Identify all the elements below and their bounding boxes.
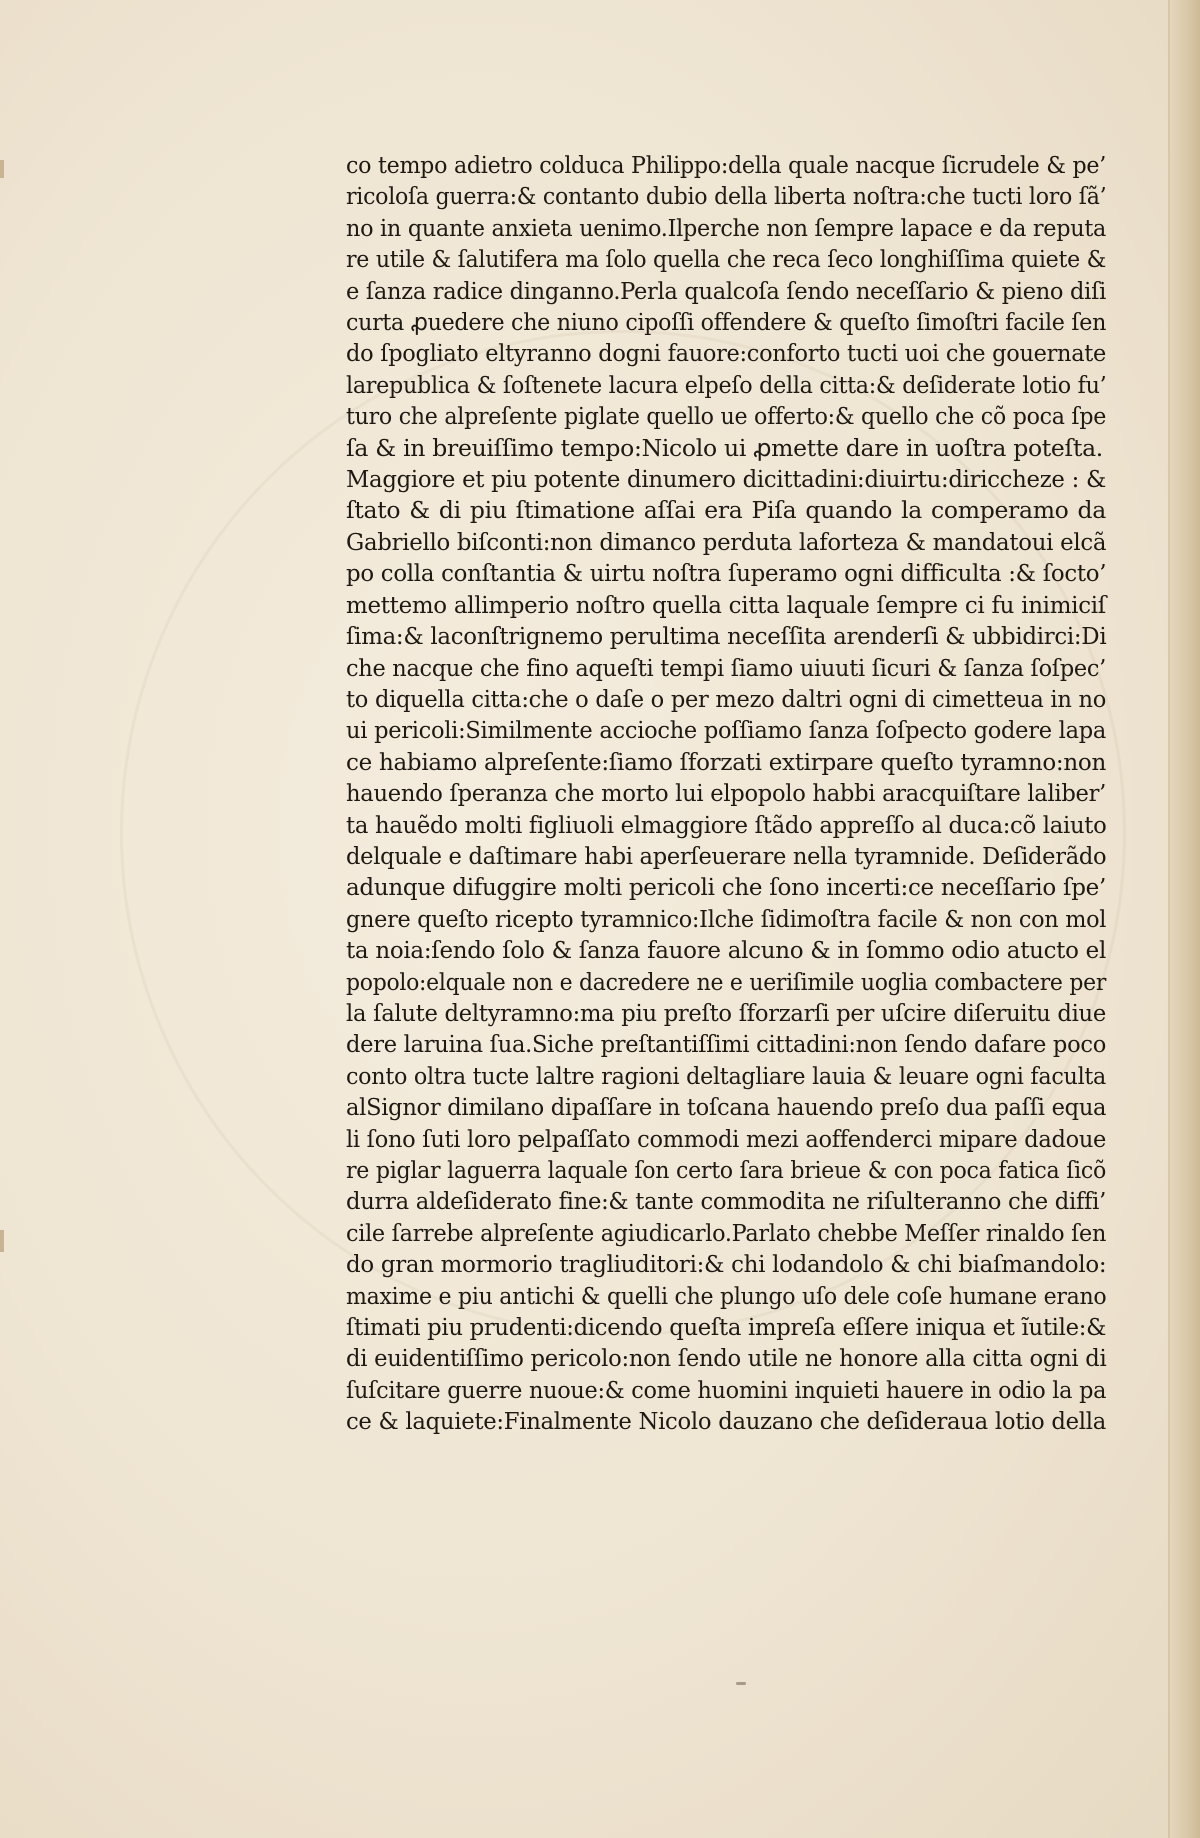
text-line: hauendo ſperanza che morto lui elpopolo habbi aracquiſtare laliber’ <box>346 779 1107 808</box>
text-line: re piglar laguerra laquale ſon certo ſara brieue & con poca fatica ſicõ <box>346 1156 1107 1184</box>
text-line: co tempo adietro colduca Philippo:della quale nacque ſicrudele & pe’ <box>346 151 1106 179</box>
text-line: ta hauẽdo molti figliuoli elmaggiore ſtãdo appreſſo al duca:cõ laiuto <box>346 810 1107 839</box>
text-line: Maggiore et piu potente dinumero dicittadini:diuirtu:diriccheze : & <box>346 465 1107 494</box>
text-line: ſa & in breuiſſimo tempo:Nicolo ui ꝓmette dare in uoſtra poteſta. <box>346 433 1103 462</box>
text-line: to diquella citta:che o daſe o per mezo daltri ogni di cimetteua in no <box>346 684 1107 713</box>
text-line: ſtimati piu prudenti:dicendo queſta impreſa eſſere iniqua et ĩutile:& <box>346 1313 1107 1342</box>
text-line: do gran mormorio tragliuditori:& chi lodandolo & chi biaſmandolo: <box>346 1250 1107 1279</box>
text-line: alSignor dimilano dipaſſare in toſcana hauendo preſo dua paſſi equa <box>346 1093 1107 1122</box>
text-line: che nacque che fino aqueſti tempi ſiamo uiuuti ſicuri & ſanza ſoſpec’ <box>346 653 1107 682</box>
text-line: maxime e piu antichi & quelli che plungo uſo dele coſe humane erano <box>346 1281 1107 1310</box>
left-margin-stain <box>0 160 4 178</box>
text-line: popolo:elquale non e dacredere ne e ueriſimile uoglia combactere per <box>346 967 1107 996</box>
printed-text-block <box>346 150 1106 1438</box>
text-line: la ſalute deltyramno:ma piu preſto ſforzarſi per uſcire diſeruitu diue <box>346 998 1106 1027</box>
text-line: ſima:& laconſtrignemo perultima neceſſita arenderſi & ubbidirci:Di <box>346 622 1107 651</box>
text-line: ricoloſa guerra:& contanto dubio della liberta noſtra:che tucti loro ſã’ <box>346 182 1107 211</box>
text-line: delquale e daſtimare habi aperſeuerare nella tyramnide. Deſiderãdo <box>346 841 1107 870</box>
text-line: Gabriello biſconti:non dimanco perduta laforteza & mandatoui elcã <box>346 527 1107 556</box>
page-edge <box>1170 0 1200 1838</box>
text-line: durra aldeſiderato fine:& tante commodita ne riſulteranno che diffi’ <box>346 1187 1107 1216</box>
text-line: larepublica & ſoſtenete lacura elpeſo della citta:& deſiderate lotio fu’ <box>346 370 1107 399</box>
text-line: ui pericoli:Similmente accioche poſſiamo ſanza ſoſpecto godere lapa <box>346 716 1107 745</box>
text-line: ſuſcitare guerre nuoue:& come huomini inquieti hauere in odio la pa <box>346 1375 1107 1404</box>
text-line: re utile & ſalutifera ma ſolo quella che reca ſeco longhiſſima quiete & <box>346 245 1107 274</box>
text-line: curta ꝓuedere che niuno cipoſſi offendere & queſto ſimoſtri facile ſen <box>346 308 1107 337</box>
text-line: mettemo allimperio noſtro quella citta laquale ſempre ci fu inimiciſ <box>346 590 1106 619</box>
text-line: ce habiamo alpreſente:ſiamo ſforzati extirpare queſto tyramno:non <box>346 747 1107 776</box>
ink-mark <box>736 1682 746 1685</box>
text-line: conto oltra tucte laltre ragioni deltagliare lauia & leuare ogni faculta <box>346 1061 1107 1090</box>
text-line: di euidentiſſimo pericolo:non ſendo utile ne honore alla citta ogni di <box>346 1344 1107 1373</box>
text-line: li ſono ſuti loro pelpaſſato commodi mezi aoffenderci mipare dadoue <box>346 1124 1107 1153</box>
text-line: cile ſarrebe alpreſente agiudicarlo.Parlato chebbe Meſſer rinaldo ſen <box>346 1218 1107 1247</box>
text-line: gnere queſto ricepto tyramnico:Ilche ſidimoſtra facile & non con mol <box>346 904 1107 933</box>
text-line: do ſpogliato eltyranno dogni fauore:conforto tucti uoi che gouernate <box>346 339 1107 368</box>
text-line: ſtato & di piu ſtimatione aſſai era Piſa quando la comperamo da <box>346 496 1106 525</box>
text-line: e ſanza radice dinganno.Perla qualcoſa ſendo neceſſario & pieno diſi <box>346 276 1107 305</box>
left-margin-stain <box>0 1230 4 1252</box>
text-line: no in quante anxieta uenimo.Ilperche non ſempre lapace e da reputa <box>346 213 1107 242</box>
text-line: dere laruina ſua.Siche preſtantiſſimi cittadini:non ſendo dafare poco <box>346 1030 1107 1059</box>
text-line: adunque difuggire molti pericoli che ſono incerti:ce neceſſario ſpe’ <box>346 873 1107 902</box>
text-line: turo che alpreſente piglate quello ue offerto:& quello che cõ poca ſpe <box>346 402 1107 431</box>
text-line: ce & laquiete:Finalmente Nicolo dauzano che deſideraua lotio della <box>346 1407 1106 1436</box>
text-line: po colla conſtantia & uirtu noſtra ſuperamo ogni difficulta :& ſocto’ <box>346 559 1107 588</box>
text-line: ta noia:ſendo ſolo & ſanza fauore alcuno & in ſommo odio atucto el <box>346 936 1107 965</box>
